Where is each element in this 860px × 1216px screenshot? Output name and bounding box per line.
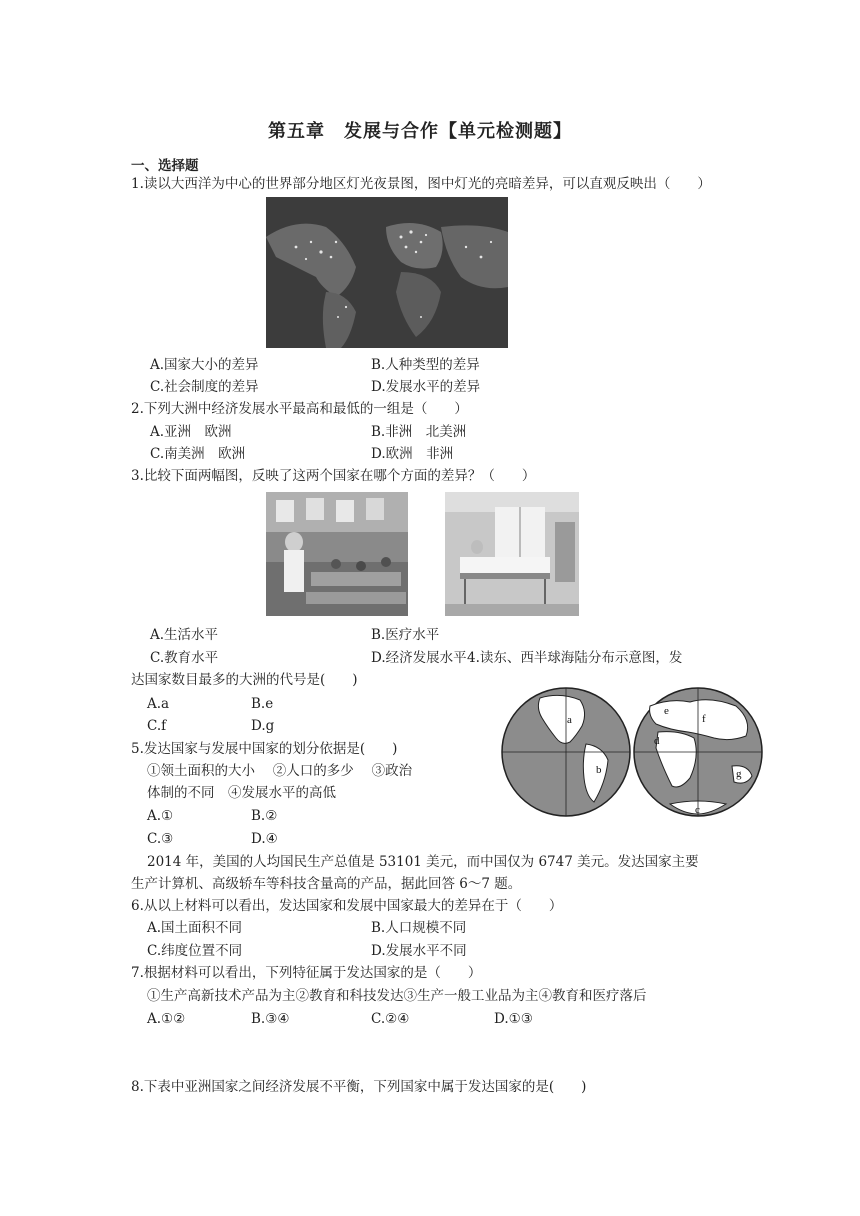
q6-option-a: A.国土面积不同 [147,920,243,936]
q6-option-c: C.纬度位置不同 [147,943,243,959]
question-5-stem: 5.发达国家与发展中国家的划分依据是( ) [131,741,398,757]
page-title: 第五章 发展与合作【单元检测题】 [268,121,572,142]
q3-option-c: C.教育水平 [150,650,219,666]
modern-hospital-ward-photo [445,492,579,616]
q4-option-c: C.f [147,718,167,734]
map-label-g: g [736,768,742,780]
q5-option-b: B.② [251,808,278,824]
hemispheres-map [500,686,764,818]
question-8-stem: 8.下表中亚洲国家之间经济发展不平衡，下列国家中属于发达国家的是( ) [131,1079,587,1095]
q7-option-c: C.②④ [371,1011,410,1027]
q6-option-d: D.发展水平不同 [371,943,467,959]
map-label-c: c [695,804,700,816]
map-label-f: f [702,713,706,725]
q6-option-b: B.人口规模不同 [371,920,467,936]
world-night-lights-image [266,197,508,348]
question-1-stem: 1.读以大西洋为中心的世界部分地区灯光夜景图，图中灯光的亮暗差异，可以直观反映出（ ） [131,176,711,192]
question-3-stem: 3.比较下面两幅图，反映了这两个国家在哪个方面的差异？（ ） [131,468,536,484]
question-6-stem: 6.从以上材料可以看出，发达国家和发展中国家最大的差异在于（ ） [131,898,563,914]
map-label-b: b [596,764,602,776]
q2-option-c: C.南美洲 欧洲 [150,446,246,462]
q2-option-b: B.非洲 北美洲 [371,424,467,440]
q5-option-c: C.③ [147,831,174,847]
q4-option-a: A.a [147,696,170,712]
q3-option-d: D.经济发展水平 [371,650,467,666]
q1-option-c: C.社会制度的差异 [150,379,259,395]
q7-option-a: A.①② [147,1011,186,1027]
q2-option-d: D.欧洲 非洲 [371,446,454,462]
q7-option-b: B.③④ [251,1011,290,1027]
q5-statement-line1: ①领土面积的大小 ②人口的多少 ③政治 [147,763,413,779]
q3-option-a: A.生活水平 [150,627,219,643]
q4-option-b: B.e [251,696,274,712]
q3-option-b: B.医疗水平 [371,627,440,643]
question-7-stem: 7.根据材料可以看出，下列特征属于发达国家的是（ ） [131,965,482,981]
q1-option-d: D.发展水平的差异 [371,379,481,395]
q2-option-a: A.亚洲 欧洲 [150,424,232,440]
q7-option-d: D.①③ [494,1011,533,1027]
map-label-a: a [567,714,572,726]
question-4-stem-part1: 4.读东、西半球海陆分布示意图，发 [467,650,683,666]
material-line2: 生产计算机、高级轿车等科技含量高的产品，据此回答 6～7 题。 [131,876,522,892]
crowded-hospital-photo [266,492,408,616]
question-4-stem-part2: 达国家数目最多的大洲的代号是( ) [131,672,358,688]
q1-option-a: A.国家大小的差异 [150,357,259,373]
map-label-d: d [654,735,660,747]
material-line1: 2014 年，美国的人均国民生产总值是 53101 美元，而中国仅为 6747 美元。发达国家主要 [147,854,699,870]
q5-option-a: A.① [147,808,174,824]
question-2-stem: 2.下列大洲中经济发展水平最高和最低的一组是（ ） [131,401,468,417]
q5-statement-line2: 体制的不同 ④发展水平的高低 [147,785,336,801]
map-label-e: e [664,705,669,717]
q4-option-d: D.g [251,718,275,734]
q5-option-d: D.④ [251,831,278,847]
section-heading: 一、选择题 [131,158,199,174]
q7-statements: ①生产高新技术产品为主②教育和科技发达③生产一般工业品为主④教育和医疗落后 [147,988,647,1004]
q1-option-b: B.人种类型的差异 [371,357,480,373]
